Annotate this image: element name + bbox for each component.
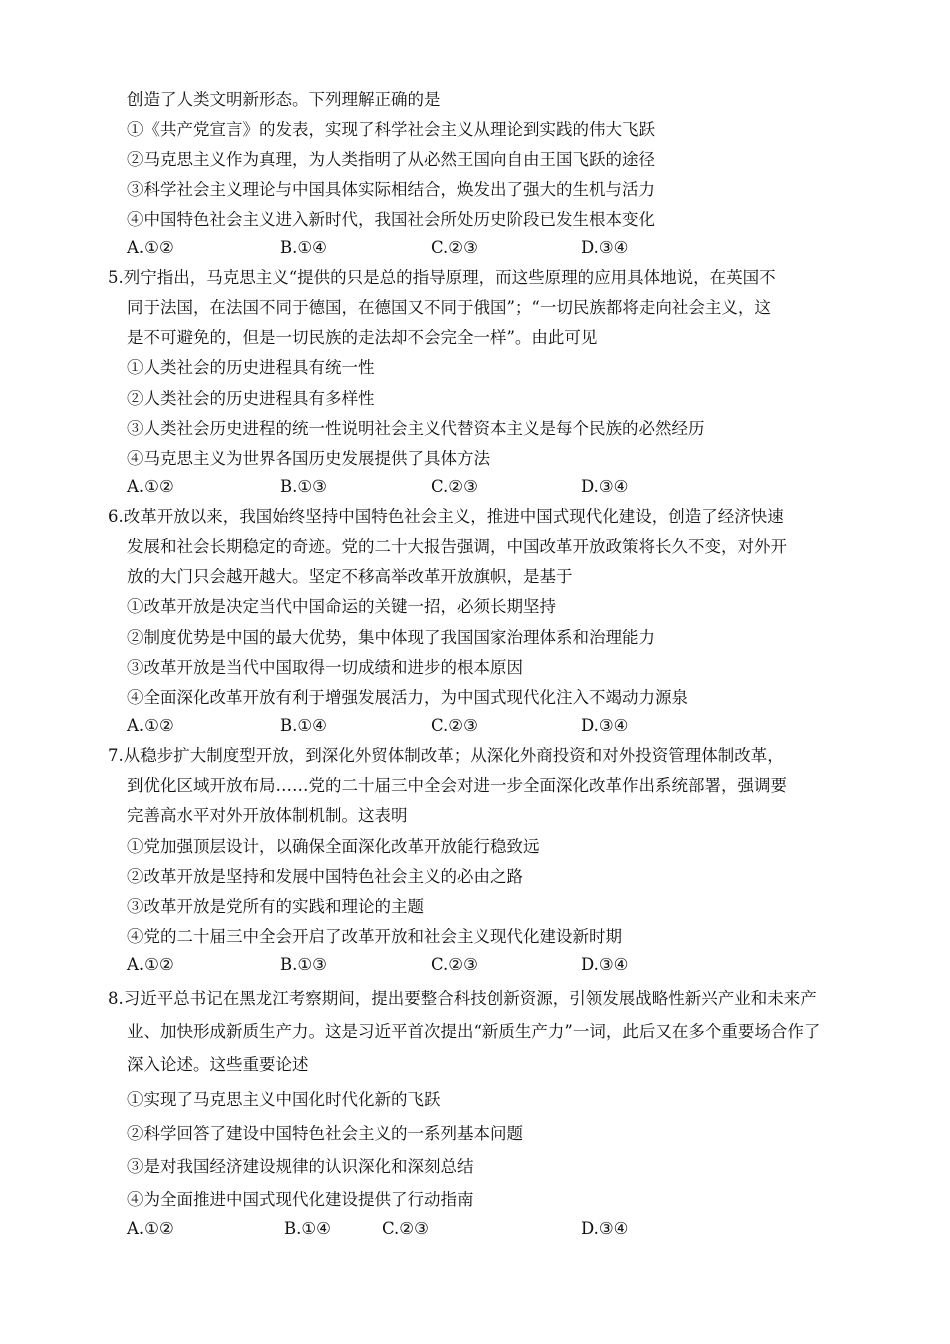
q7-option-c: C.②③ (431, 955, 478, 974)
q6-item-1: ①改革开放是决定当代中国命运的关键一招，必须长期坚持 (127, 597, 556, 616)
q8-stem-line-3: 深入论述。这些重要论述 (127, 1055, 309, 1074)
q5-stem-line-1: 5.列宁指出，马克思主义“提供的只是总的指导原理，而这些原理的应用具体地说，在英国不 (108, 268, 776, 287)
q4-option-d: D.③④ (581, 238, 629, 257)
q7-stem-line-3: 完善高水平对外开放体制机制。这表明 (127, 806, 408, 825)
q6-stem-line-3: 放的大门只会越开越大。坚定不移高举改革开放旗帜，是基于 (127, 567, 573, 586)
q8-option-a: A.①② (127, 1219, 174, 1238)
q6-item-3: ③改革开放是当代中国取得一切成绩和进步的根本原因 (127, 658, 523, 677)
q8-stem-line-1: 8.习近平总书记在黑龙江考察期间，提出要整合科技创新资源，引领发展战略性新兴产业和未来产 (108, 989, 817, 1008)
q4-item-4: ④中国特色社会主义进入新时代，我国社会所处历史阶段已发生根本变化 (127, 210, 655, 229)
q6-option-c: C.②③ (431, 716, 478, 735)
q5-stem-line-2: 同于法国，在法国不同于德国，在德国又不同于俄国”；“一切民族都将走向社会主义，这 (127, 298, 771, 317)
q5-option-b: B.①③ (280, 477, 327, 496)
q7-item-3: ③改革开放是党所有的实践和理论的主题 (127, 897, 424, 916)
q6-option-a: A.①② (127, 716, 174, 735)
q7-item-2: ②改革开放是坚持和发展中国特色社会主义的必由之路 (127, 867, 523, 886)
q8-option-b: B.①④ (284, 1219, 331, 1238)
q8-item-1: ①实现了马克思主义中国化时代化新的飞跃 (127, 1090, 441, 1109)
q5-option-c: C.②③ (431, 477, 478, 496)
q4-item-3: ③科学社会主义理论与中国具体实际相结合，焕发出了强大的生机与活力 (127, 180, 655, 199)
q4-option-c: C.②③ (431, 238, 478, 257)
q7-option-a: A.①② (127, 955, 174, 974)
q7-item-4: ④党的二十届三中全会开启了改革开放和社会主义现代化建设新时期 (127, 927, 622, 946)
q5-option-d: D.③④ (581, 477, 629, 496)
q6-option-d: D.③④ (581, 716, 629, 735)
q4-item-1: ①《共产党宣言》的发表，实现了科学社会主义从理论到实践的伟大飞跃 (127, 120, 655, 139)
q5-option-a: A.①② (127, 477, 174, 496)
q5-item-4: ④马克思主义为世界各国历史发展提供了具体方法 (127, 449, 490, 468)
q6-stem-line-2: 发展和社会长期稳定的奇迹。党的二十大报告强调，中国改革开放政策将长久不变，对外开 (127, 537, 787, 556)
q8-stem-line-2: 业、加快形成新质生产力。这是习近平首次提出“新质生产力”一词，此后又在多个重要场合作了 (127, 1022, 821, 1041)
q8-item-3: ③是对我国经济建设规律的认识深化和深刻总结 (127, 1157, 474, 1176)
q8-option-c: C.②③ (382, 1219, 429, 1238)
q4-option-a: A.①② (127, 238, 174, 257)
q7-option-b: B.①③ (280, 955, 327, 974)
q4-stem: 创造了人类文明新形态。下列理解正确的是 (127, 90, 441, 109)
q6-item-4: ④全面深化改革开放有利于增强发展活力，为中国式现代化注入不竭动力源泉 (127, 688, 688, 707)
q7-stem-line-1: 7.从稳步扩大制度型开放，到深化外贸体制改革；从深化外商投资和对外投资管理体制改革， (108, 746, 784, 765)
q7-item-1: ①党加强顶层设计，以确保全面深化改革开放能行稳致远 (127, 837, 540, 856)
q5-item-1: ①人类社会的历史进程具有统一性 (127, 358, 375, 377)
q5-item-3: ③人类社会历史进程的统一性说明社会主义代替资本主义是每个民族的必然经历 (127, 419, 705, 438)
q6-option-b: B.①④ (280, 716, 327, 735)
q7-stem-line-2: 到优化区域开放布局……党的二十届三中全会对进一步全面深化改革作出系统部署，强调要 (127, 776, 787, 795)
q7-option-d: D.③④ (581, 955, 629, 974)
q5-stem-line-3: 是不可避免的，但是一切民族的走法却不会完全一样”。由此可见 (127, 328, 598, 347)
q4-option-b: B.①④ (280, 238, 327, 257)
q6-stem-line-1: 6.改革开放以来，我国始终坚持中国特色社会主义，推进中国式现代化建设，创造了经济快速 (108, 507, 784, 526)
q5-item-2: ②人类社会的历史进程具有多样性 (127, 389, 375, 408)
q8-item-4: ④为全面推进中国式现代化建设提供了行动指南 (127, 1190, 474, 1209)
q8-option-d: D.③④ (581, 1219, 629, 1238)
q6-item-2: ②制度优势是中国的最大优势，集中体现了我国国家治理体系和治理能力 (127, 628, 655, 647)
q8-item-2: ②科学回答了建设中国特色社会主义的一系列基本问题 (127, 1124, 523, 1143)
q4-item-2: ②马克思主义作为真理，为人类指明了从必然王国向自由王国飞跃的途径 (127, 150, 655, 169)
